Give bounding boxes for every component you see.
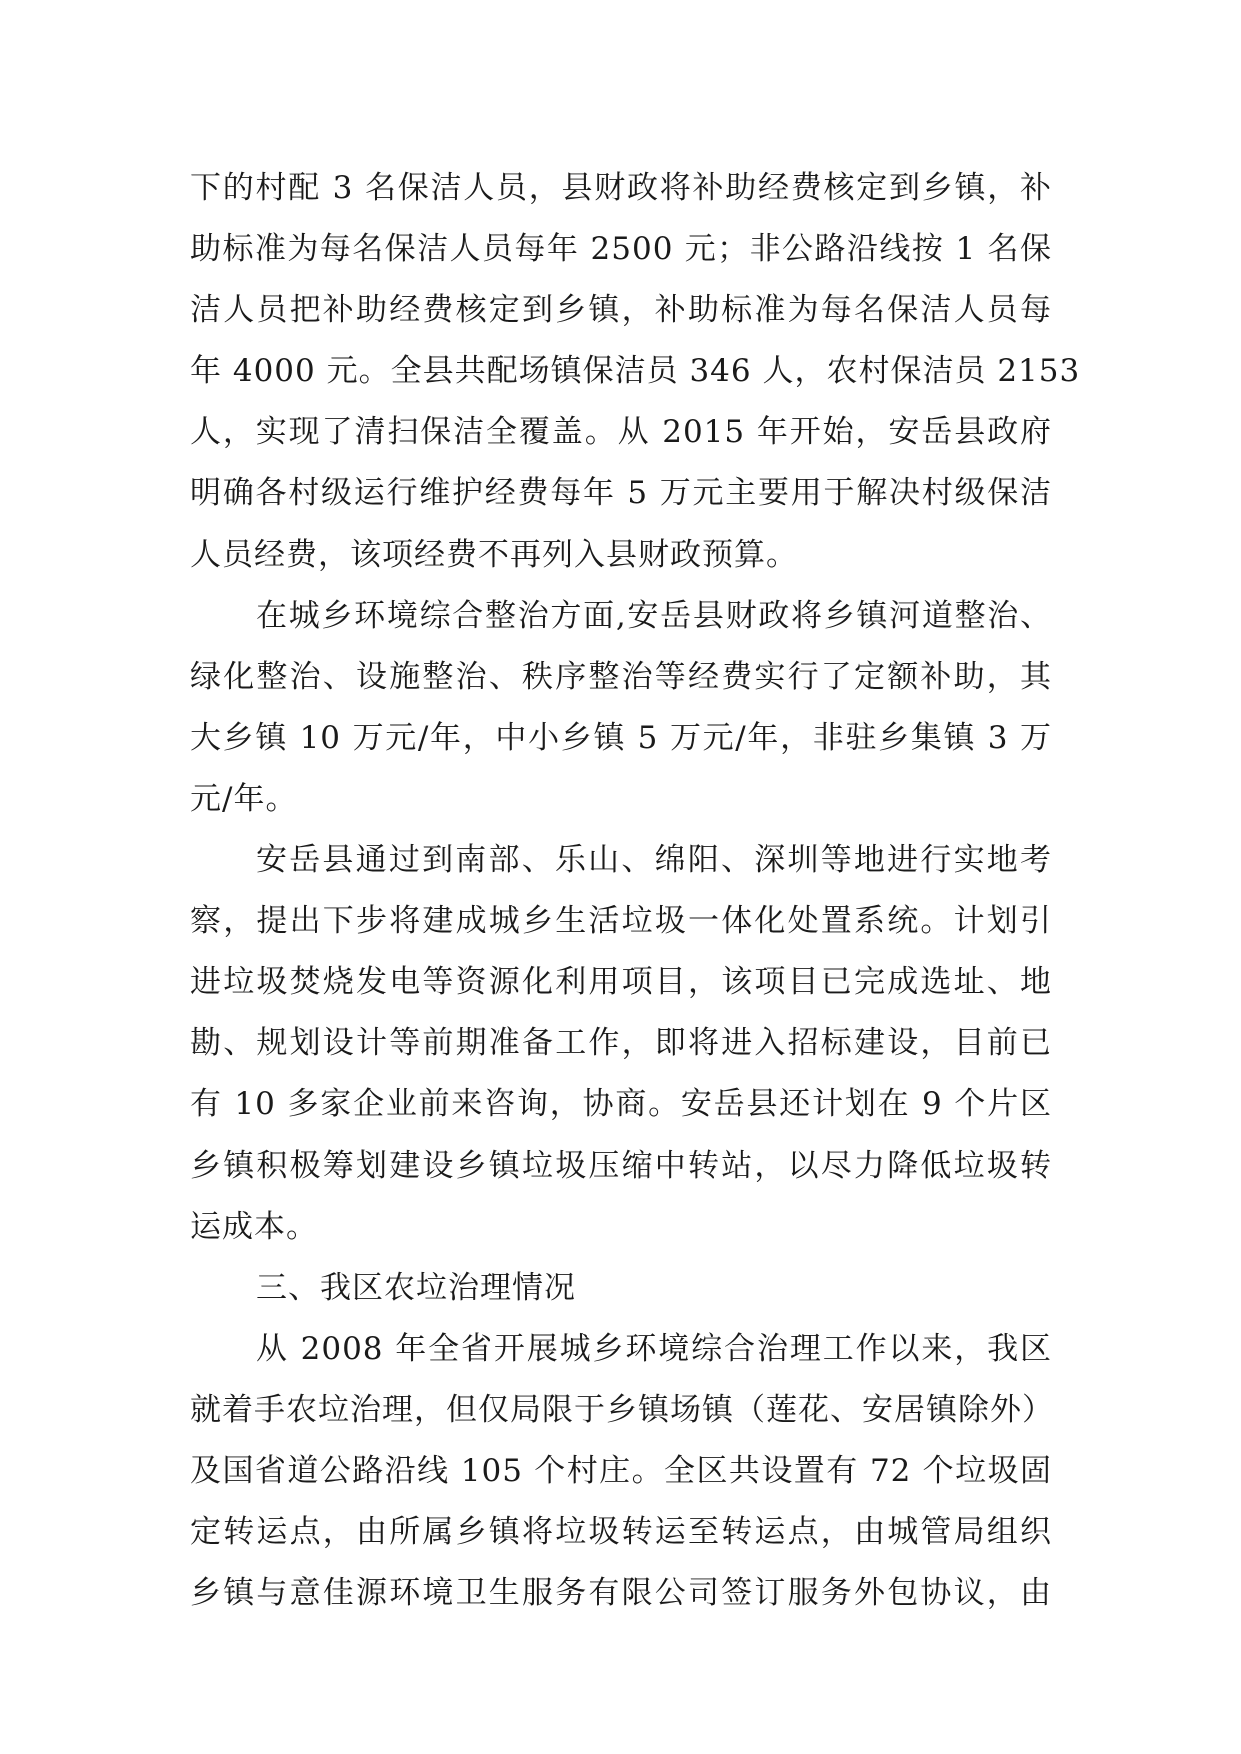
- text-line: 定转运点，由所属乡镇将垃圾转运至转运点，由城管局组织: [190, 1514, 1052, 1551]
- text-line: 运成本。: [190, 1208, 318, 1245]
- text-line: 人员经费，该项经费不再列入县财政预算。: [190, 536, 798, 573]
- text-line: 大乡镇 10 万元/年，中小乡镇 5 万元/年，非驻乡集镇 3 万: [190, 719, 1052, 756]
- text-line: 安岳县通过到南部、乐山、绵阳、深圳等地进行实地考: [256, 842, 1052, 879]
- text-line: 察，提出下步将建成城乡生活垃圾一体化处置系统。计划引: [190, 903, 1052, 940]
- text-line: 及国省道公路沿线 105 个村庄。全区共设置有 72 个垃圾固: [190, 1452, 1052, 1489]
- text-line: 下的村配 3 名保洁人员，县财政将补助经费核定到乡镇，补: [190, 170, 1052, 206]
- text-line: 乡镇与意佳源环境卫生服务有限公司签订服务外包协议，由: [190, 1575, 1052, 1612]
- paragraph-1: [190, 158, 1081, 586]
- text-line: 在城乡环境综合整治方面,安岳县财政将乡镇河道整治、: [256, 597, 1052, 634]
- document-body: [190, 158, 1081, 1624]
- text-line: 洁人员把补助经费核定到乡镇，补助标准为每名保洁人员每: [190, 292, 1052, 329]
- text-line: 进垃圾焚烧发电等资源化利用项目，该项目已完成选址、地: [190, 964, 1052, 1001]
- section-heading: [190, 1258, 1052, 1319]
- paragraph-5: [190, 1319, 1052, 1624]
- text-line: 勘、规划设计等前期准备工作，即将进入招标建设，目前已: [190, 1025, 1052, 1062]
- text-line: 元/年。: [190, 780, 298, 817]
- text-line: 从 2008 年全省开展城乡环境综合治理工作以来，我区: [256, 1330, 1052, 1367]
- text-line: 明确各村级运行维护经费每年 5 万元主要用于解决村级保洁: [190, 475, 1052, 512]
- section-heading-text: 三、我区农垃治理情况: [256, 1269, 576, 1306]
- text-line: 年 4000 元。全县共配场镇保洁员 346 人，农村保洁员 2153: [190, 353, 1081, 390]
- text-line: 乡镇积极筹划建设乡镇垃圾压缩中转站，以尽力降低垃圾转: [190, 1147, 1052, 1184]
- paragraph-3: [190, 830, 1052, 1258]
- text-line: 人，实现了清扫保洁全覆盖。从 2015 年开始，安岳县政府: [190, 414, 1052, 451]
- text-line: 助标准为每名保洁人员每年 2500 元；非公路沿线按 1 名保: [190, 231, 1052, 268]
- paragraph-2: [190, 586, 1052, 830]
- text-line: 有 10 多家企业前来咨询，协商。安岳县还计划在 9 个片区: [190, 1086, 1052, 1123]
- text-line: 绿化整治、设施整治、秩序整治等经费实行了定额补助，其: [190, 658, 1052, 695]
- text-line: 就着手农垃治理，但仅局限于乡镇场镇（莲花、安居镇除外）: [190, 1391, 1054, 1428]
